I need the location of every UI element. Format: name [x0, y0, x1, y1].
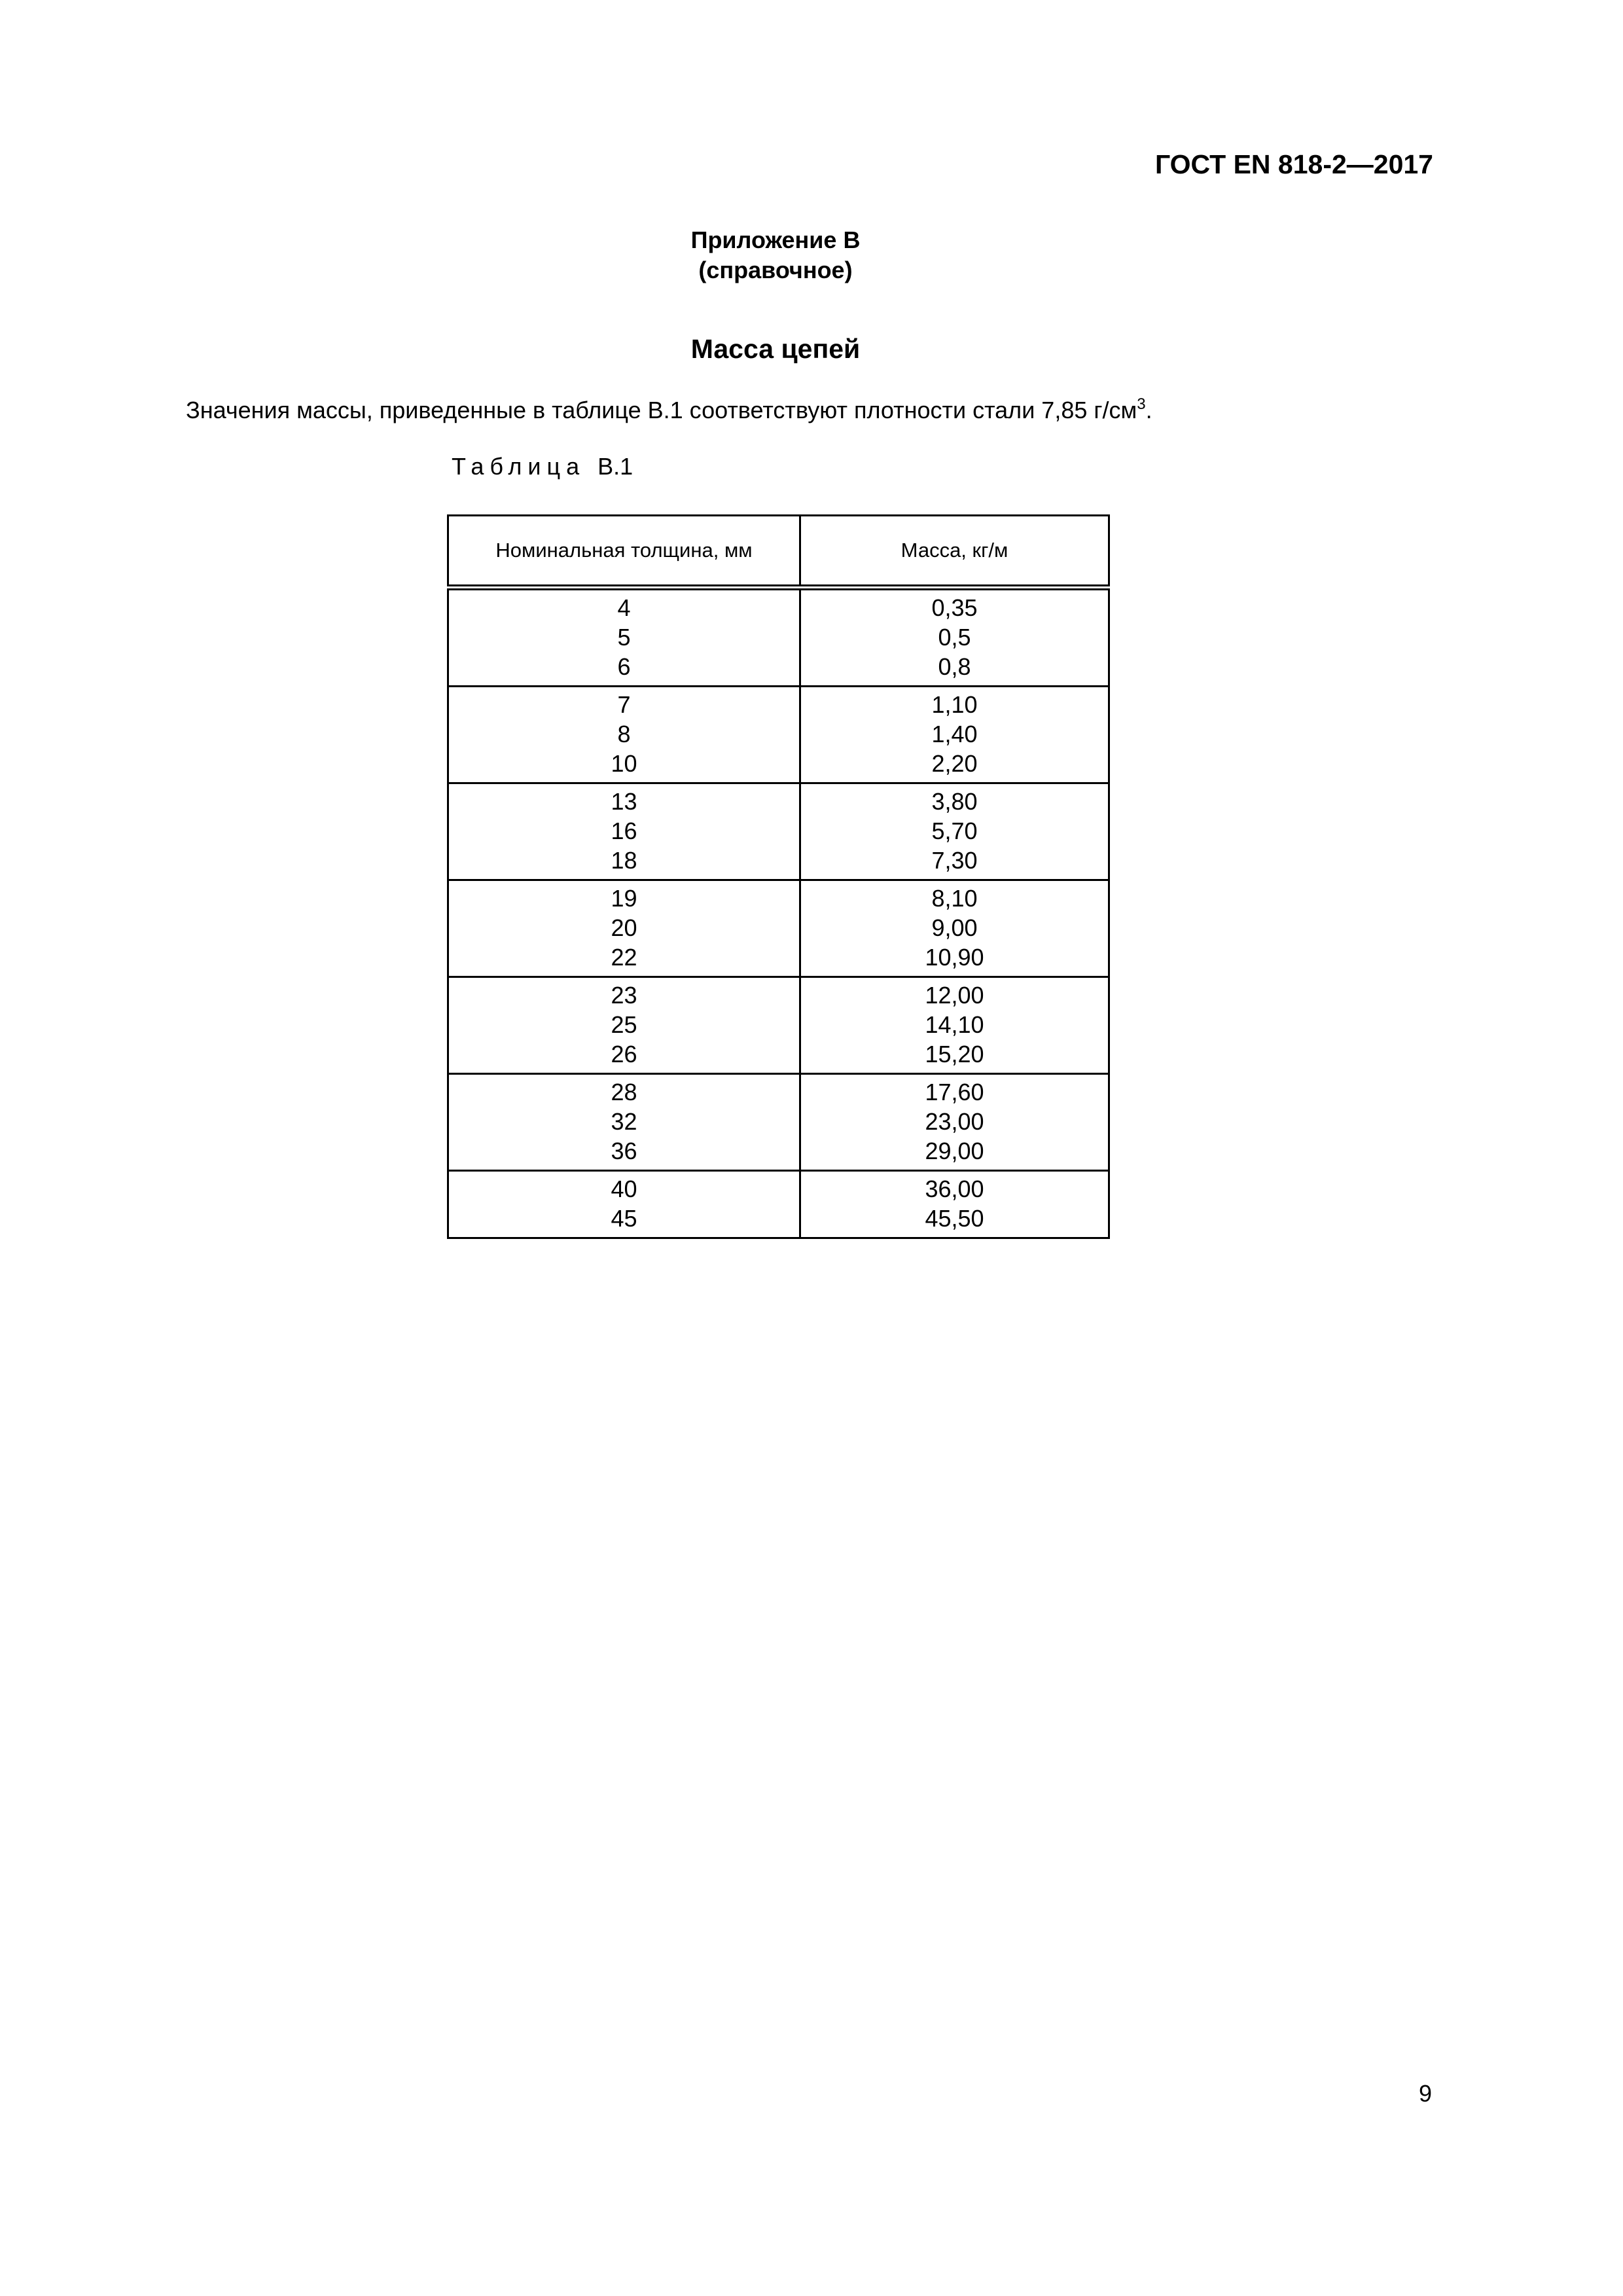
- thickness-cell: [448, 588, 800, 687]
- mass-value: 0,8: [938, 653, 971, 680]
- thickness-cell: [448, 1074, 800, 1171]
- mass-value: 45,50: [925, 1205, 984, 1232]
- mass-value: 15,20: [925, 1041, 984, 1067]
- mass-value: 9,00: [931, 914, 978, 941]
- mass-value: 0,5: [938, 624, 971, 651]
- thickness-value: 6: [617, 653, 631, 680]
- document-number: ГОСТ EN 818-2—2017: [1154, 149, 1433, 179]
- thickness-cell: [448, 880, 800, 977]
- thickness-value: 13: [611, 788, 637, 815]
- table-label-word: Таблица: [452, 453, 586, 480]
- mass-cell: [800, 588, 1109, 687]
- intro-text: Значения массы, приведенные в таблице B.1 соответствуют плотности стали 7,85 г/см: [186, 397, 1137, 423]
- mass-value: 3,80: [931, 788, 978, 815]
- intro-trailing: .: [1145, 397, 1152, 423]
- page-number: 9: [1418, 2080, 1432, 2107]
- table-row: [448, 783, 1109, 880]
- table-label-number: B.1: [597, 453, 633, 480]
- thickness-value: 40: [611, 1175, 637, 1202]
- mass-cell: [800, 1074, 1109, 1171]
- thickness-value: 26: [611, 1041, 637, 1067]
- header-mass: Масса, кг/м: [800, 516, 1109, 588]
- mass-value: 1,40: [931, 721, 978, 747]
- annex-heading: [0, 225, 1551, 285]
- thickness-value: 5: [617, 624, 631, 651]
- annex-subtitle: (справочное): [698, 257, 853, 283]
- table-label: [452, 453, 633, 480]
- thickness-value: 10: [611, 750, 637, 777]
- thickness-value: 20: [611, 914, 637, 941]
- thickness-value: 28: [611, 1079, 637, 1105]
- mass-value: 29,00: [925, 1138, 984, 1164]
- mass-table: [447, 514, 1110, 1239]
- thickness-value: 23: [611, 982, 637, 1009]
- mass-value: 1,10: [931, 691, 978, 718]
- table-row: [448, 880, 1109, 977]
- mass-cell: [800, 687, 1109, 783]
- thickness-value: 32: [611, 1108, 637, 1135]
- thickness-value: 36: [611, 1138, 637, 1164]
- section-title: Масса цепей: [690, 334, 861, 364]
- thickness-value: 8: [617, 721, 631, 747]
- mass-value: 36,00: [925, 1175, 984, 1202]
- mass-cell: [800, 1171, 1109, 1238]
- mass-value: 12,00: [925, 982, 984, 1009]
- mass-cell: [800, 880, 1109, 977]
- intro-paragraph: [186, 397, 1152, 424]
- thickness-value: 45: [611, 1205, 637, 1232]
- annex-title: Приложение B: [690, 226, 861, 253]
- header-thickness: Номинальная толщина, мм: [448, 516, 800, 588]
- intro-superscript: 3: [1137, 395, 1146, 413]
- thickness-value: 16: [611, 817, 637, 844]
- table-row: [448, 977, 1109, 1074]
- thickness-cell: [448, 687, 800, 783]
- mass-cell: [800, 783, 1109, 880]
- thickness-value: 4: [617, 594, 631, 621]
- thickness-value: 22: [611, 944, 637, 971]
- table-header-row: [448, 516, 1109, 588]
- thickness-value: 19: [611, 885, 637, 912]
- thickness-value: 25: [611, 1011, 637, 1038]
- mass-value: 10,90: [925, 944, 984, 971]
- table-row: [448, 588, 1109, 687]
- table-row: [448, 687, 1109, 783]
- mass-value: 8,10: [931, 885, 978, 912]
- thickness-cell: [448, 977, 800, 1074]
- mass-value: 14,10: [925, 1011, 984, 1038]
- table-body: [448, 588, 1109, 1238]
- mass-value: 5,70: [931, 817, 978, 844]
- mass-value: 7,30: [931, 847, 978, 874]
- mass-value: 2,20: [931, 750, 978, 777]
- table-row: [448, 1074, 1109, 1171]
- thickness-cell: [448, 783, 800, 880]
- mass-cell: [800, 977, 1109, 1074]
- mass-value: 0,35: [931, 594, 978, 621]
- thickness-cell: [448, 1171, 800, 1238]
- thickness-value: 7: [617, 691, 631, 718]
- thickness-value: 18: [611, 847, 637, 874]
- table-row: [448, 1171, 1109, 1238]
- mass-value: 23,00: [925, 1108, 984, 1135]
- mass-value: 17,60: [925, 1079, 984, 1105]
